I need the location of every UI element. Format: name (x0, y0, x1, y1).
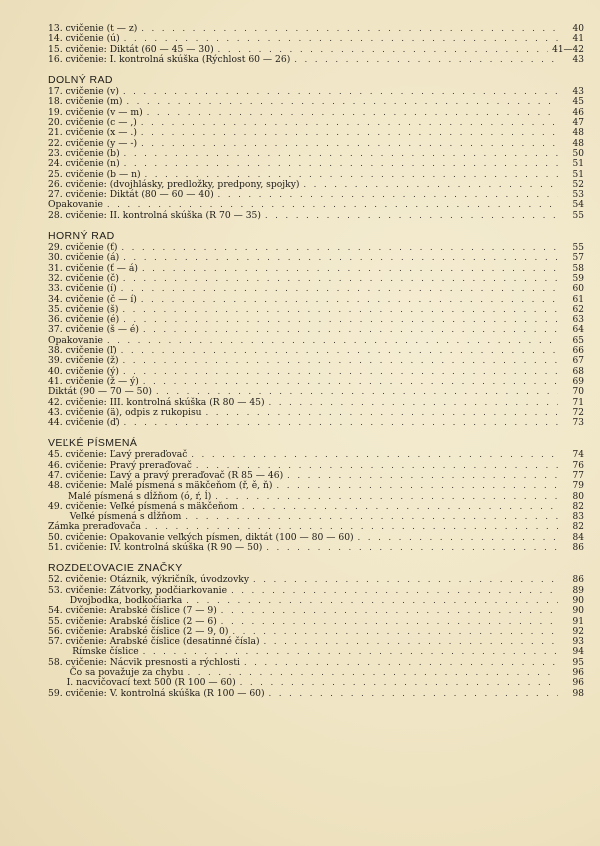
toc-entry (48, 356, 584, 366)
dot-leader (191, 450, 558, 460)
toc-entry (48, 284, 584, 294)
page-number: 64 (572, 325, 584, 336)
entry-title: 51. cvičenie: IV. kontrolná skúška (R 90 — 50) (48, 542, 263, 554)
page-number: 51 (572, 169, 584, 180)
page-number: 57 (572, 253, 584, 264)
page-number: 62 (572, 304, 584, 315)
entry-title: 36. cvičenie (é) (48, 314, 120, 326)
dot-leader (123, 253, 558, 263)
entry-title: I. nacvičovací text 500 (R 100 — 60) (66, 677, 236, 689)
dot-leader (358, 533, 558, 543)
toc-section (48, 437, 584, 553)
dot-leader (141, 118, 558, 128)
page-number: 93 (572, 637, 584, 648)
page-number: 82 (572, 501, 584, 512)
entry-title: 56. cvičenie: Arabské číslice (2 — 9, 0) (48, 625, 229, 637)
page-number: 55 (572, 243, 584, 254)
page-number: 91 (572, 616, 584, 627)
dot-leader (121, 346, 558, 356)
entry-title: 34. cvičenie (č — í) (48, 293, 137, 305)
toc-entry (48, 190, 584, 200)
page-number: 60 (572, 284, 584, 295)
dot-leader (277, 481, 558, 491)
page-number: 67 (572, 356, 584, 367)
entry-title: 37. cvičenie (š — é) (48, 324, 139, 336)
dot-leader (188, 668, 558, 678)
dot-leader (124, 159, 558, 169)
entry-title: 20. cvičenie (c — ,) (48, 117, 137, 129)
toc-entry (48, 243, 584, 253)
entry-title: 35. cvičenie (š) (48, 303, 119, 315)
section-gap (48, 553, 584, 562)
section-gap (48, 221, 584, 230)
dot-leader (294, 55, 558, 65)
dot-leader (185, 512, 558, 522)
entry-title: 17. cvičenie (v) (48, 86, 119, 98)
dot-leader (141, 24, 558, 34)
dot-leader (121, 284, 558, 294)
entry-title: 45. cvičenie: Ľavý preraďovač (48, 449, 188, 461)
page-number: 94 (572, 647, 584, 658)
page-number: 90 (572, 595, 584, 606)
entry-title: 25. cvičenie (b — n) (48, 168, 141, 180)
toc-entry (48, 325, 584, 335)
page-number: 53 (572, 190, 584, 201)
page-number: 48 (572, 138, 584, 149)
entry-title: 52. cvičenie: Otáznik, výkričník, úvodzovky (48, 574, 250, 586)
page-number: 83 (572, 512, 584, 523)
page-number: 90 (572, 606, 584, 617)
toc-entry (48, 149, 584, 159)
dot-leader (206, 408, 558, 418)
dot-leader (123, 305, 559, 315)
page-number: 54 (572, 200, 584, 211)
page-number: 79 (572, 481, 584, 492)
entry-title: 49. cvičenie: Veľké písmená s mäkčeňom (48, 500, 238, 512)
page-number: 73 (572, 418, 584, 429)
page-number: 66 (572, 346, 584, 357)
dot-leader (242, 502, 558, 512)
page-number: 51 (572, 159, 584, 170)
page-number: 52 (572, 179, 584, 190)
entry-title: 13. cvičenie (t — z) (48, 23, 138, 34)
entry-title: 44. cvičenie (ď) (48, 417, 120, 429)
page-number: 72 (572, 407, 584, 418)
dot-leader (147, 108, 558, 118)
page-number: 43 (572, 54, 584, 65)
dot-leader (253, 575, 558, 585)
dot-leader (123, 367, 558, 377)
dot-leader (156, 387, 558, 397)
dot-leader (123, 87, 558, 97)
entry-title: 19. cvičenie (v — m) (48, 106, 143, 118)
dot-leader (124, 149, 558, 159)
entry-title: 18. cvičenie (m) (48, 96, 123, 108)
page-number: 74 (572, 450, 584, 461)
section-gap (48, 65, 584, 74)
dot-leader (215, 492, 558, 502)
page-number: 76 (572, 460, 584, 471)
page-number: 46 (572, 107, 584, 118)
entry-title: Dvojbodka, bodkočiarka (69, 594, 183, 606)
toc-entry (48, 211, 584, 221)
entry-title: 26. cvičenie: (dvojhlásky, predložky, predpony, spojky) (48, 178, 300, 190)
toc-entry (48, 55, 584, 65)
toc-entry (48, 689, 584, 699)
toc-entry (48, 543, 584, 553)
entry-title: 30. cvičenie (á) (48, 252, 120, 264)
page-number: 63 (572, 315, 584, 326)
entry-title: 24. cvičenie (n) (48, 158, 120, 170)
entry-title: 48. cvičenie: Malé písmená s mäkčeňom (ř, ě, ň) (48, 480, 273, 492)
section-heading: VEĽKÉ PÍSMENÁ (48, 437, 138, 450)
entry-title: 33. cvičenie (í) (48, 283, 117, 295)
dot-leader (269, 398, 558, 408)
dot-leader (126, 97, 558, 107)
entry-title: Opakovanie (48, 199, 103, 211)
dot-leader (121, 243, 558, 253)
page-number: 48 (572, 128, 584, 139)
toc-section (48, 230, 584, 428)
page-number: 43 (572, 87, 584, 98)
page-number: 89 (572, 585, 584, 596)
entry-title: Čo sa považuje za chybu (69, 667, 184, 679)
dot-leader (141, 295, 558, 305)
entry-title: 22. cvičenie (y — -) (48, 137, 138, 149)
dot-leader (123, 315, 558, 325)
entry-title: 21. cvičenie (x — .) (48, 127, 137, 139)
toc-entry (48, 346, 584, 356)
dot-leader (265, 211, 558, 221)
page-number: 95 (572, 657, 584, 668)
page-number: 86 (572, 543, 584, 554)
toc-entry (48, 418, 584, 428)
entry-title: 55. cvičenie: Arabské číslice (2 — 6) (48, 615, 217, 627)
dot-leader (240, 678, 558, 688)
page-number: 58 (572, 263, 584, 274)
toc-entry (48, 87, 584, 97)
page-number: 69 (572, 376, 584, 387)
entry-title: 23. cvičenie (b) (48, 147, 120, 159)
entry-title: 59. cvičenie: V. kontrolná skúška (R 100 — 60) (48, 687, 265, 699)
dot-leader (244, 658, 558, 668)
dot-leader (143, 325, 558, 335)
page-number: 41 (572, 34, 584, 45)
entry-title: Diktát (90 — 70 — 50) (48, 386, 152, 398)
dot-leader (123, 274, 558, 284)
page-number: 96 (572, 668, 584, 679)
entry-title: 40. cvičenie (ý) (48, 365, 119, 377)
entry-title: 39. cvičenie (ž) (48, 355, 119, 367)
dot-leader (123, 356, 558, 366)
page-number: 59 (572, 273, 584, 284)
entry-title: 38. cvičenie (ľ) (48, 345, 117, 357)
entry-title: 46. cvičenie: Pravý preraďovač (48, 459, 192, 471)
section-heading: DOLNÝ RAD (48, 74, 113, 87)
dot-leader (269, 689, 558, 699)
page-number: 92 (572, 626, 584, 637)
toc-entry (48, 387, 584, 397)
dot-leader (221, 617, 558, 627)
toc-entry (48, 274, 584, 284)
page-number: 77 (572, 470, 584, 481)
page-number: 50 (572, 148, 584, 159)
dot-leader (231, 586, 558, 596)
entry-title: 16. cvičenie: I. kontrolná skúška (Rýchlost 60 — 26) (48, 53, 291, 65)
toc-section (48, 24, 584, 65)
dot-leader (304, 180, 559, 190)
entry-title: 31. cvičenie (ť — á) (48, 262, 138, 274)
section-heading: HORNÝ RAD (48, 230, 115, 243)
entry-title: 42. cvičenie: III. kontrolná skúška (R 80 — 45) (48, 396, 265, 408)
entry-title: 50. cvičenie: Opakovanie veľkých písmen, diktát (100 — 80 — 60) (48, 531, 354, 543)
entry-title: Opakovanie (48, 334, 103, 346)
toc-entry (48, 606, 584, 616)
entry-title: 43. cvičenie (ä), odpis z rukopisu (48, 406, 202, 418)
page-number: 80 (572, 491, 584, 502)
dot-leader (141, 128, 558, 138)
toc-entry (48, 305, 584, 315)
entry-title: 14. cvičenie (ú) (48, 33, 120, 45)
entry-title: Zámka preraďovača (48, 521, 141, 533)
section-heading: ROZDEĽOVACIE ZNAČKY (48, 562, 183, 575)
page-number: 70 (572, 387, 584, 398)
entry-title: 41. cvičenie (ž — ý) (48, 375, 139, 387)
entry-title: Rímske číslice (72, 646, 139, 658)
page-number: 40 (572, 24, 584, 34)
toc-section (48, 74, 584, 221)
dot-leader (264, 637, 558, 647)
page-number: 96 (572, 678, 584, 689)
dot-leader (232, 627, 558, 637)
dot-leader (142, 264, 558, 274)
toc-entry (48, 139, 584, 149)
page-number: 65 (572, 335, 584, 346)
dot-leader (141, 139, 558, 149)
dot-leader (143, 377, 558, 387)
dot-leader (266, 543, 558, 553)
page-number: 61 (572, 294, 584, 305)
entry-title: 53. cvičenie: Zátvorky, podčiarkovanie (48, 584, 228, 596)
entry-title: 29. cvičenie (ť) (48, 242, 118, 254)
page-number: 98 (572, 688, 584, 699)
toc-entry (48, 408, 584, 418)
dot-leader (218, 190, 558, 200)
page-number: 71 (572, 397, 584, 408)
entry-title: 57. cvičenie: Arabské číslice (desatinné čísla) (48, 636, 260, 648)
entry-title: 54. cvičenie: Arabské číslice (7 — 9) (48, 605, 217, 617)
dot-leader (124, 418, 558, 428)
entry-title: 15. cvičenie: Diktát (60 — 45 — 30) (48, 43, 214, 55)
page-number: 84 (572, 532, 584, 543)
entry-title: 32. cvičenie (č) (48, 272, 119, 284)
entry-title: Malé písmená s dĺžňom (ó, ŕ, ĺ) (68, 490, 212, 502)
page-number: 41—42 (552, 44, 584, 55)
toc-entry (48, 24, 584, 34)
page-number: 47 (572, 118, 584, 129)
toc-section (48, 562, 584, 699)
page-number: 82 (572, 522, 584, 533)
page-number: 86 (572, 575, 584, 586)
dot-leader (186, 596, 558, 606)
entry-title: 28. cvičenie: II. kontrolná skúška (R 70 — 35) (48, 209, 261, 221)
page-number: 68 (572, 366, 584, 377)
entry-title: 27. cvičenie: Diktát (80 — 60 — 40) (48, 189, 214, 201)
dot-leader (287, 471, 558, 481)
toc-entry (48, 336, 584, 346)
page-number: 45 (572, 97, 584, 108)
entry-title: 58. cvičenie: Nácvik presnosti a rýchlosti (48, 656, 240, 668)
page-number: 55 (572, 210, 584, 221)
dot-leader (107, 336, 558, 346)
dot-leader (221, 606, 558, 616)
entry-title: 47. cvičenie: Ľavý a pravý preraďovač (R 85 — 46) (48, 469, 284, 481)
toc-entry (48, 295, 584, 305)
entry-title: Veľké písmená s dĺžňom (69, 511, 182, 523)
toc-entry (48, 264, 584, 274)
